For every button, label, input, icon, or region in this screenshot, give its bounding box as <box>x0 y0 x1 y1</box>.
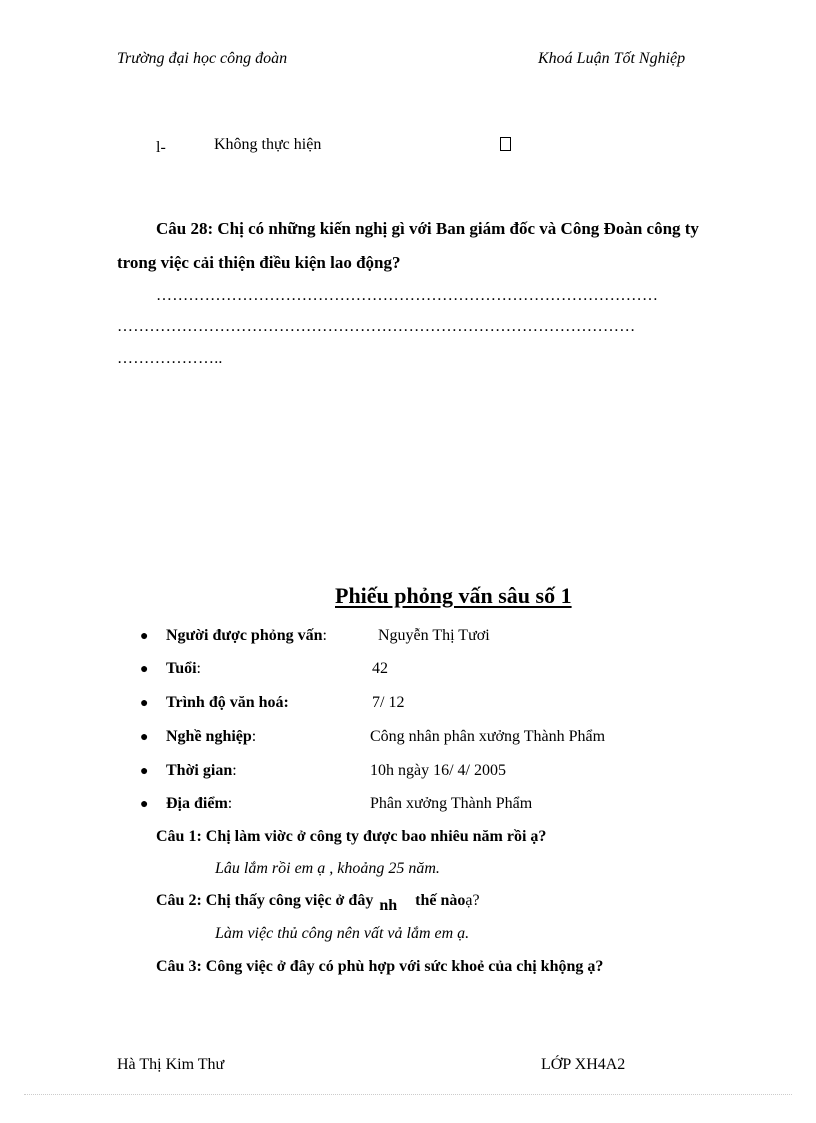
answer-2: Làm việc thủ công nên vất vả lắm em ạ. <box>215 925 470 942</box>
question-2-part1: Câu 2: Chị thấy công việc ở đây <box>156 892 374 909</box>
field-separator: : <box>322 627 327 644</box>
question-2 <box>156 892 480 914</box>
field-label: Trình độ văn hoá: <box>166 694 289 711</box>
question-1: Câu 1: Chị làm viờc ở công ty được bao nhiêu năm rồi ạ? <box>156 828 547 845</box>
bullet-icon: ● <box>140 662 149 677</box>
answer-dots-1: ………………………………………………………………………………… <box>156 287 659 304</box>
question-2-part2: thế nào <box>415 892 466 909</box>
field-value: 10h ngày 16/ 4/ 2005 <box>370 762 506 779</box>
option-label: Không thực hiện <box>214 136 322 153</box>
question-28-line2: trong việc cải thiện điều kiện lao động? <box>117 253 401 272</box>
option-number: l- <box>156 139 166 156</box>
interview-title: Phiếu phỏng vấn sâu số 1 <box>335 583 572 608</box>
field-value: 7/ 12 <box>372 694 405 711</box>
question-2-end: ạ? <box>465 892 480 909</box>
field-label: Người được phỏng vấn <box>166 627 323 644</box>
bullet-icon: ● <box>140 696 149 711</box>
bullet-icon: ● <box>140 764 149 779</box>
bullet-icon: ● <box>140 629 149 644</box>
field-label: Địa điểm <box>166 795 228 812</box>
bullet-icon: ● <box>140 797 149 812</box>
footer-divider <box>24 1094 792 1095</box>
field-value: Nguyễn Thị Tươi <box>378 627 490 644</box>
field-label: Thời gian <box>166 762 233 779</box>
field-separator: : <box>196 660 201 677</box>
field-value: Công nhân phân xưởng Thành Phẩm <box>370 728 606 745</box>
field-label: Nghề nghiệp <box>166 728 252 745</box>
empty-box-icon <box>500 137 511 156</box>
field-label: Tuổi <box>166 660 197 677</box>
footer-author: Hà Thị Kim Thư <box>117 1056 225 1073</box>
field-separator: : <box>232 762 237 779</box>
bullet-icon: ● <box>140 730 149 745</box>
header-school: Trường đại học công đoàn <box>117 50 288 67</box>
question-2-stray-text: nh <box>379 897 398 914</box>
header-thesis: Khoá Luận Tốt Nghiệp <box>538 50 686 67</box>
footer-class: LỚP XH4A2 <box>541 1056 626 1073</box>
field-separator: : <box>251 728 257 745</box>
question-28-line1: Câu 28: Chị có những kiến nghị gì với Ban giám đốc và Công Đoàn công ty <box>156 219 699 238</box>
answer-dots-2: …………………………………………………………………………………… <box>117 318 636 335</box>
answer-1: Lâu lắm rồi em ạ , khoảng 25 năm. <box>215 860 440 877</box>
question-3: Câu 3: Công việc ở đây có phù hợp với sức khoẻ của chị khộng ạ? <box>156 958 604 975</box>
answer-dots-3: ……………….. <box>117 350 223 367</box>
field-separator: : <box>227 795 233 812</box>
field-value: 42 <box>372 660 388 677</box>
field-value: Phân xưởng Thành Phẩm <box>370 795 533 812</box>
